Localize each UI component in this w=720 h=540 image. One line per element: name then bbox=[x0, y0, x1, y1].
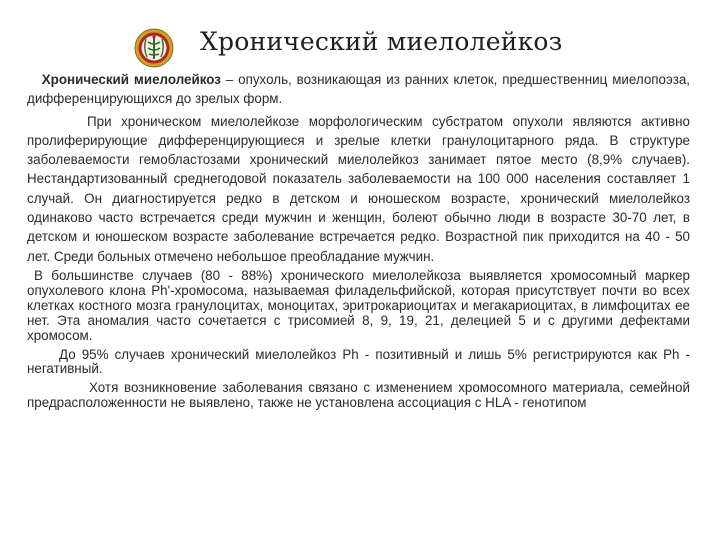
paragraph-chromosome: В большинстве случаев (80 - 88%) хронического миелолейкоза выявляется хромосомный маркер опухолевого клона Ph'-хромосома, называемая филадельфийской, которая присутствует почти во всех клетках костного мозга гранулоцитах, моноцитах, эритрокариоцитах и мегакариоцитах, в лимфоцитах ее нет. Эта аномалия часто сочетается с трисомией 8, 9, 19, 21, делецией 5 и с другими дефектами хромосом. bbox=[27, 267, 690, 343]
paragraph-definition bbox=[27, 70, 690, 109]
paragraph-heredity: Хотя возникновение заболевания связано с изменением хромосомного материала, семейной предрасположенности не выявлено, также не установлена ассоциация с HLA - генотипом bbox=[27, 380, 690, 411]
definition-text: – опухоль, возникающая из ранних клеток, предшественниц миелопоэза, дифференцирующихся до зрелых форм. bbox=[27, 72, 690, 107]
slide-title: Хронический миелолейкоз bbox=[200, 27, 563, 56]
paragraph-indent bbox=[27, 72, 42, 87]
slide-body bbox=[27, 70, 690, 411]
paragraph-ph-status: До 95% случаев хронический миелолейкоз Ph - позитивный и лишь 5% регистрируются как Ph - негативный. bbox=[27, 346, 690, 377]
paragraph-epidemiology: При хроническом миелолейкозе морфологическим субстратом опухоли являются активно пролиферирующие дифференцирующиеся и зрелые клетки гранулоцитарного ряда. В структуре заболеваемости гемобластозами хронический миелолейкоз занимает пятое место (8,9% случаев). Нестандартизованный среднегодовой показатель заболеваемости на 100 000 населения составляет 1 случай. Он диагностируется редко в детском и юношеском возрасте, хронический миелолейкоз одинаково часто встречается среди мужчин и женщин, болеют обычно люди в возрасте 30-70 лет, в детском и юношеском возрасте заболевание встречается редко. Возрастной пик приходится на 40 - 50 лет. Среди больных отмечено небольшое преобладание мужчин. bbox=[27, 113, 690, 264]
term-bold: Хронический миелолейкоз bbox=[41, 72, 221, 87]
medical-emblem-icon bbox=[134, 28, 174, 68]
